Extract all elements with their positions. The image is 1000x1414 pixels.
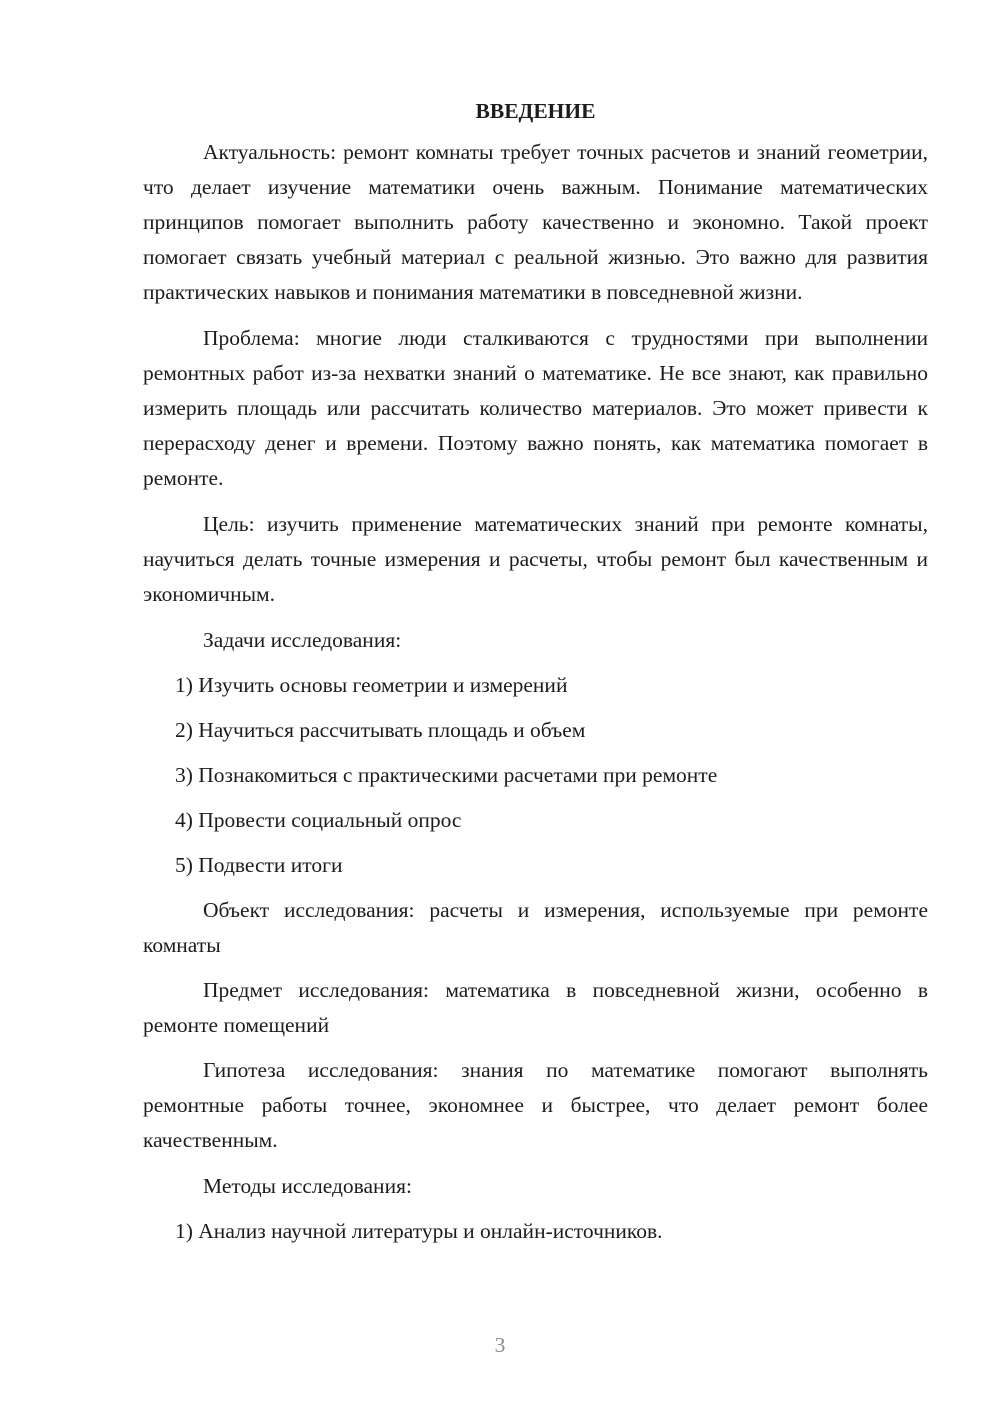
- list-item: 1) Анализ научной литературы и онлайн-источников.: [175, 1219, 663, 1243]
- methods-list: [143, 1214, 928, 1249]
- list-item: 3) Познакомиться с практическими расчетами при ремонте: [175, 763, 718, 787]
- page-title: ВВЕДЕНИЕ: [475, 99, 596, 123]
- list-item: 2) Научиться рассчитывать площадь и объем: [175, 718, 586, 742]
- page-number: 3: [494, 1333, 506, 1357]
- list-item: 5) Подвести итоги: [175, 853, 343, 877]
- list-item: 4) Провести социальный опрос: [175, 808, 462, 832]
- tasks-list: [143, 668, 928, 883]
- list-item: 1) Изучить основы геометрии и измерений: [175, 673, 568, 697]
- hypothesis-paragraph: Гипотеза исследования: знания по математике помогают выполнять ремонтные работы точнее, экономнее и быстрее, что делает ремонт более качественным.: [143, 1058, 928, 1152]
- document-page: [143, 94, 928, 1259]
- methods-label: Методы исследования:: [203, 1174, 412, 1198]
- goal-paragraph: Цель: изучить применение математических знаний при ремонте комнаты, научиться делать точные измерения и расчеты, чтобы ремонт был качественным и экономичным.: [143, 512, 928, 606]
- object-paragraph: Объект исследования: расчеты и измерения, используемые при ремонте комнаты: [143, 898, 928, 957]
- tasks-label: Задачи исследования:: [203, 628, 402, 652]
- subject-paragraph: Предмет исследования: математика в повседневной жизни, особенно в ремонте помещений: [143, 978, 928, 1037]
- relevance-paragraph: Актуальность: ремонт комнаты требует точных расчетов и знаний геометрии, что делает изучение математики очень важным. Понимание математических принципов помогает выполнить работу качественно и экономно. Такой проект помогает связать учебный материал с реальной жизнью. Это важно для развития практических навыков и понимания математики в повседневной жизни.: [143, 140, 928, 304]
- problem-paragraph: Проблема: многие люди сталкиваются с трудностями при выполнении ремонтных работ из-за нехватки знаний о математике. Не все знают, как правильно измерить площадь или рассчитать количество материалов. Это может привести к перерасходу денег и времени. Поэтому важно понять, как математика помогает в ремонте.: [143, 326, 928, 490]
